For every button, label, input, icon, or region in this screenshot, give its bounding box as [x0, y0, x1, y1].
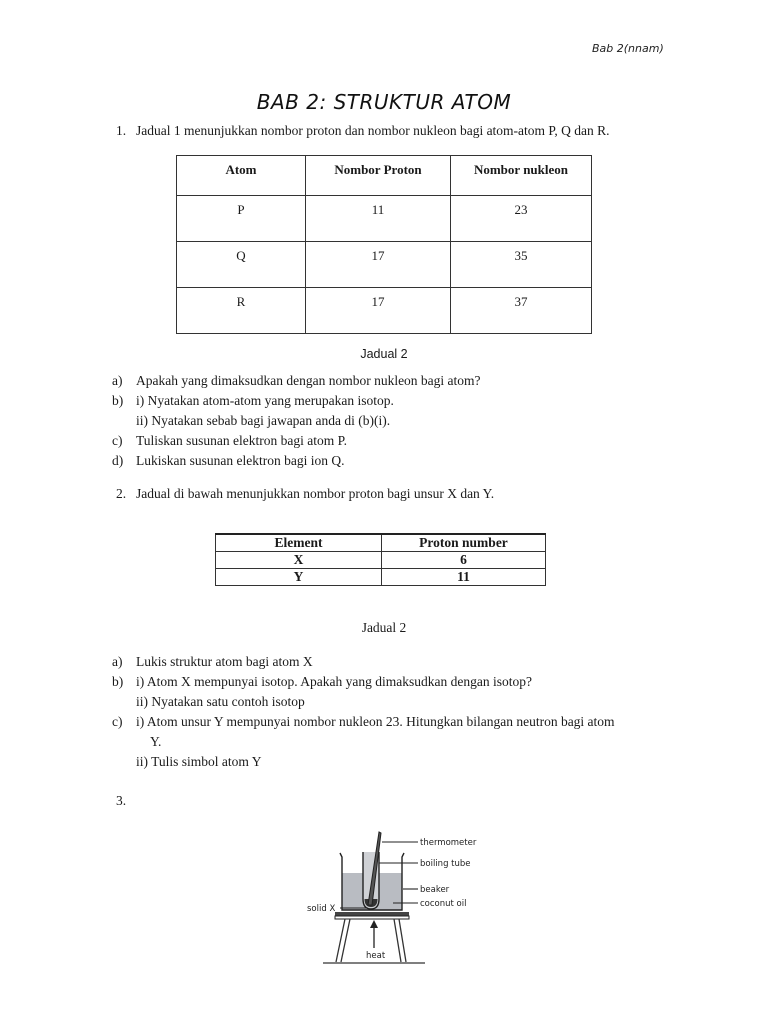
- table-header: Nombor Proton: [306, 156, 451, 196]
- table-cell: 17: [306, 288, 451, 334]
- table-cell: 35: [451, 242, 592, 288]
- sub-question-label: a): [112, 654, 123, 669]
- table-cell: P: [177, 196, 306, 242]
- table-header: Atom: [177, 156, 306, 196]
- table-row: [216, 552, 546, 569]
- heat-arrow-icon: [370, 920, 378, 928]
- label-beaker: beaker: [420, 885, 450, 895]
- page-title: BAB 2: STRUKTUR ATOM: [256, 90, 512, 114]
- apparatus-diagram: [295, 815, 495, 980]
- sub-question-text: i) Atom unsur Y mempunyai nombor nukleon 23. Hitungkan bilangan neutron bagi atom: [136, 714, 615, 729]
- table-caption: Jadual 2: [361, 620, 407, 635]
- table-cell: Q: [177, 242, 306, 288]
- tripod-top: [335, 916, 409, 919]
- table-header-row: [177, 156, 592, 196]
- question-text: Jadual di bawah menunjukkan nombor proton bagi unsur X dan Y.: [136, 486, 495, 501]
- sub-question-text: ii) Nyatakan satu contoh isotop: [136, 694, 305, 709]
- label-thermometer: thermometer: [420, 838, 477, 848]
- gauze-shape: [335, 912, 409, 916]
- sub-question-text: Y.: [150, 734, 162, 749]
- sub-question-text: Apakah yang dimaksudkan dengan nombor nukleon bagi atom?: [136, 373, 481, 388]
- table-cell: 37: [451, 288, 592, 334]
- table-header: Element: [216, 534, 382, 552]
- sub-question-label: c): [112, 714, 123, 729]
- sub-question-text: ii) Nyatakan sebab bagi jawapan anda di (b)(i).: [136, 413, 391, 428]
- label-heat: heat: [366, 951, 386, 961]
- sub-question-label: a): [112, 373, 123, 388]
- question-number: 2.: [116, 486, 127, 501]
- question-number: 3.: [116, 793, 127, 808]
- label-coconut-oil: coconut oil: [420, 899, 467, 909]
- table-cell: 6: [382, 552, 546, 569]
- table-header: Nombor nukleon: [451, 156, 592, 196]
- sub-question-label: c): [112, 433, 123, 448]
- question-number: 1.: [116, 123, 127, 138]
- sub-question-text: ii) Tulis simbol atom Y: [136, 754, 262, 769]
- table-row: [177, 242, 592, 288]
- table-row: [216, 569, 546, 586]
- table-cell: 17: [306, 242, 451, 288]
- table-row: [177, 288, 592, 334]
- sub-question-text: i) Nyatakan atom-atom yang merupakan isotop.: [136, 393, 394, 408]
- apparatus-svg: [295, 815, 495, 980]
- table-cell: Y: [216, 569, 382, 586]
- table-element-proton: [215, 533, 546, 586]
- table-cell: 11: [382, 569, 546, 586]
- sub-question-text: Lukiskan susunan elektron bagi ion Q.: [136, 453, 345, 468]
- table-jadual-1: [176, 155, 592, 334]
- label-solid-x: solid X: [307, 904, 336, 914]
- question-text: Jadual 1 menunjukkan nombor proton dan nombor nukleon bagi atom-atom P, Q dan R.: [136, 123, 610, 138]
- table-row: [177, 196, 592, 242]
- table-caption: Jadual 2: [360, 347, 408, 361]
- sub-question-label: b): [112, 393, 124, 408]
- sub-question-text: i) Atom X mempunyai isotop. Apakah yang dimaksudkan dengan isotop?: [136, 674, 532, 689]
- table-cell: X: [216, 552, 382, 569]
- sub-question-text: Tuliskan susunan elektron bagi atom P.: [136, 433, 347, 448]
- sub-question-label: d): [112, 453, 124, 468]
- table-cell: 23: [451, 196, 592, 242]
- table-cell: 11: [306, 196, 451, 242]
- table-header-row: [216, 534, 546, 552]
- table-cell: R: [177, 288, 306, 334]
- table-header: Proton number: [382, 534, 546, 552]
- sub-question-text: Lukis struktur atom bagi atom X: [136, 654, 313, 669]
- header-note: Bab 2(nnam): [592, 42, 664, 55]
- label-boiling-tube: boiling tube: [420, 859, 471, 869]
- sub-question-label: b): [112, 674, 124, 689]
